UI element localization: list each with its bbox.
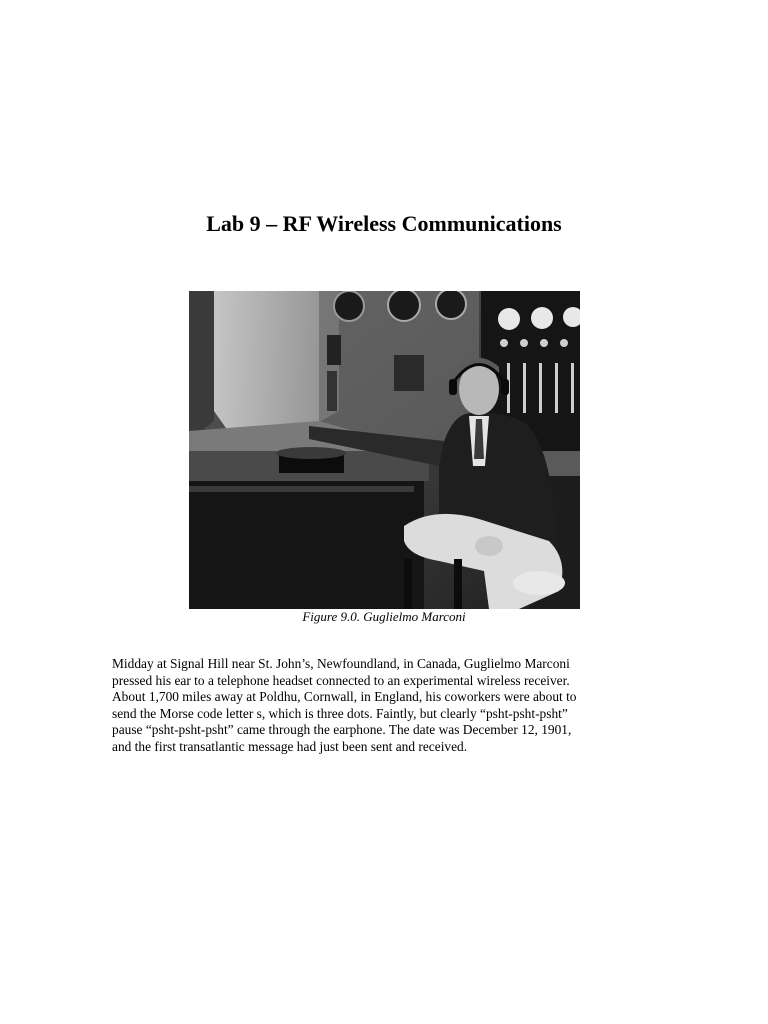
marconi-photo	[189, 291, 580, 609]
paragraph-line: pressed his ear to a telephone headset connected to an experimental wireless receiver.	[112, 672, 570, 688]
body-paragraph	[112, 656, 652, 756]
paragraph-line: pause “psht-psht-psht” came through the earphone. The date was December 12, 1901,	[112, 722, 572, 738]
paragraph-line: Midday at Signal Hill near St. John’s, Newfoundland, in Canada, Guglielmo Marconi	[112, 656, 570, 671]
marconi-photo-illustration	[189, 291, 580, 609]
figure-caption: Figure 9.0. Guglielmo Marconi	[302, 609, 466, 624]
page-title: Lab 9 – RF Wireless Communications	[206, 211, 562, 236]
paragraph-line: About 1,700 miles away at Poldhu, Cornwall, in England, his coworkers were about to	[112, 689, 577, 705]
paragraph-line: send the Morse code letter s, which is three dots. Faintly, but clearly “psht-psht-psht”	[112, 705, 568, 721]
paragraph-line: and the first transatlantic message had just been sent and received.	[112, 738, 468, 754]
